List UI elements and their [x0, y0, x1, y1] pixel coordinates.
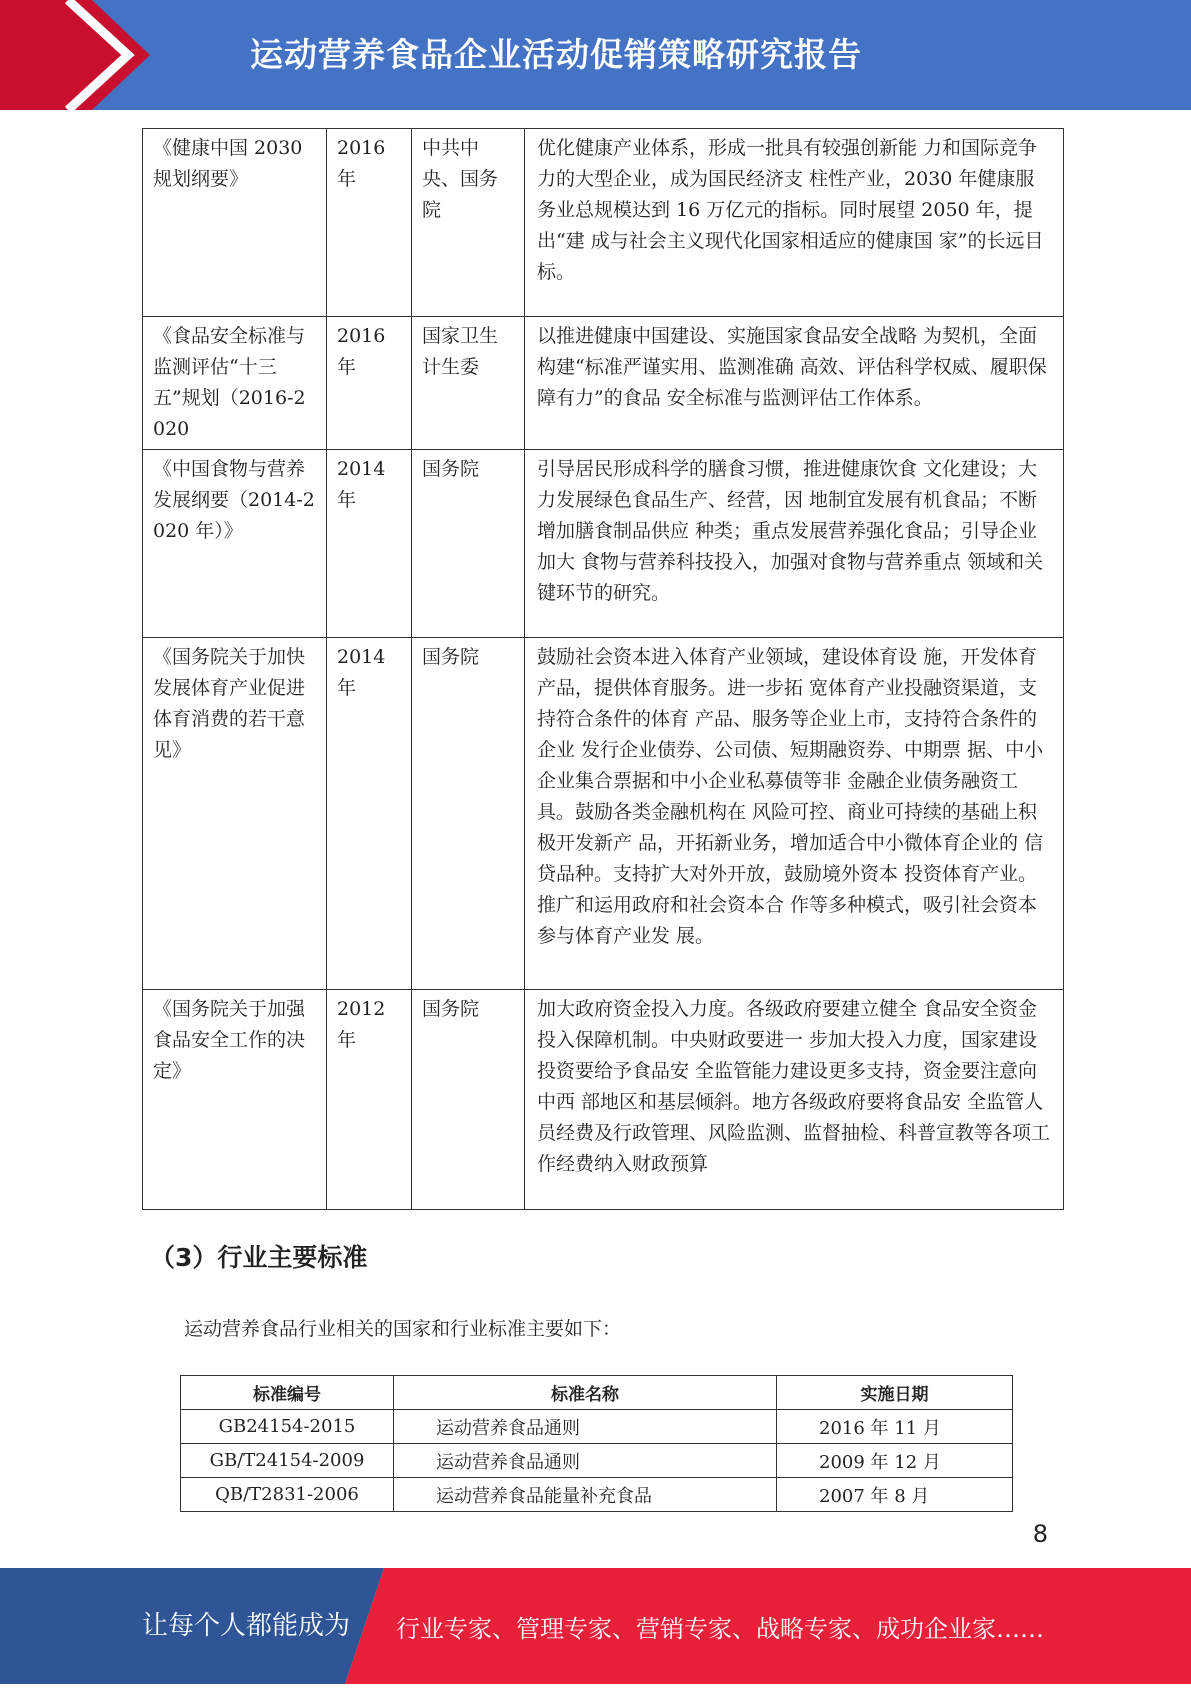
table-row [181, 1444, 1013, 1478]
policy-year: 2014 年 [327, 638, 412, 990]
policy-issuer: 国务院 [412, 450, 525, 638]
table-row [143, 638, 1064, 990]
policy-content: 以推进健康中国建设、实施国家食品安全战略 为契机，全面构建“标准严谨实用、监测准确 高效、评估科学权威、履职保障有力”的食品 安全标准与监测评估工作体系。 [525, 317, 1064, 450]
table-row [143, 129, 1064, 317]
standards-header-row [181, 1376, 1013, 1410]
policy-year: 2016 年 [327, 317, 412, 450]
standard-name: 运动营养食品能量补充食品 [394, 1478, 777, 1512]
policy-name: 《中国食物与营养发展纲要（2014-2020 年）》 [143, 450, 327, 638]
header-standard-code: 标准编号 [181, 1376, 394, 1410]
effective-date: 2016 年 11 月 [777, 1410, 1013, 1444]
section-intro: 运动营养食品行业相关的国家和行业标准主要如下： [184, 1318, 622, 1340]
policy-content: 加大政府资金投入力度。各级政府要建立健全 食品安全资金投入保障机制。中央财政要进一 步加大投入力度，国家建设投资要给予食品安 全监管能力建设更多支持，资金要注意向中西 部地区和基层倾斜。地方各级政府要将食品安 全监管人员经费及行政管理、风险监测、监督抽检、科普宣教等各项工作经费纳入财政预算 [525, 990, 1064, 1210]
footer-slogan-right: 行业专家、管理专家、营销专家、战略专家、成功企业家…… [396, 1615, 1044, 1643]
section-title: （3）行业主要标准 [150, 1243, 368, 1272]
standard-name: 运动营养食品通则 [394, 1410, 777, 1444]
standard-name: 运动营养食品通则 [394, 1444, 777, 1478]
policy-issuer: 国家卫生计生委 [412, 317, 525, 450]
policy-name: 《食品安全标准与监测评估“十三五”规划（2016-2020 [143, 317, 327, 450]
standard-code: GB/T24154-2009 [181, 1444, 394, 1478]
policy-issuer: 国务院 [412, 990, 525, 1210]
policy-table [142, 128, 1064, 1210]
page-footer [0, 1568, 1191, 1684]
policy-year: 2016 年 [327, 129, 412, 317]
standard-code: QB/T2831-2006 [181, 1478, 394, 1512]
table-row [181, 1478, 1013, 1512]
header-effective-date: 实施日期 [777, 1376, 1013, 1410]
table-row [143, 990, 1064, 1210]
standards-table [180, 1375, 1013, 1512]
page-number: 8 [1032, 1520, 1048, 1548]
standard-code: GB24154-2015 [181, 1410, 394, 1444]
policy-content: 优化健康产业体系，形成一批具有较强创新能 力和国际竞争力的大型企业，成为国民经济支 柱性产业，2030 年健康服务业总规模达到 16 万亿元的指标。同时展望 2050 年，提出“建 成与社会主义现代化国家相适应的健康国 家”的长远目标。 [525, 129, 1064, 317]
policy-content: 引导居民形成科学的膳食习惯，推进健康饮食 文化建设；大力发展绿色食品生产、经营，因 地制宜发展有机食品；不断增加膳食制品供应 种类；重点发展营养强化食品；引导企业加大 食物与营养科技投入，加强对食物与营养重点 领域和关键环节的研究。 [525, 450, 1064, 638]
policy-name: 《国务院关于加快发展体育产业促进体育消费的若干意见》 [143, 638, 327, 990]
page-header [0, 0, 1191, 110]
policy-year: 2012 年 [327, 990, 412, 1210]
policy-content: 鼓励社会资本进入体育产业领域，建设体育设 施，开发体育产品，提供体育服务。进一步拓 宽体育产业投融资渠道，支持符合条件的体育 产品、服务等企业上市，支持符合条件的企业 发行企业债券、公司债、短期融资券、中期票 据、中小企业集合票据和中小企业私募债等非 金融企业债务融资工具。鼓励各类金融机构在 风险可控、商业可持续的基础上积极开发新产 品，开拓新业务，增加适合中小微体育企业的 信贷品种。支持扩大对外开放，鼓励境外资本 投资体育产业。推广和运用政府和社会资本合 作等多种模式，吸引社会资本参与体育产业发 展。 [525, 638, 1064, 990]
policy-year: 2014 年 [327, 450, 412, 638]
effective-date: 2007 年 8 月 [777, 1478, 1013, 1512]
header-standard-name: 标准名称 [394, 1376, 777, 1410]
table-row [181, 1410, 1013, 1444]
table-row [143, 450, 1064, 638]
policy-name: 《国务院关于加强食品安全工作的决定》 [143, 990, 327, 1210]
policy-issuer: 国务院 [412, 638, 525, 990]
effective-date: 2009 年 12 月 [777, 1444, 1013, 1478]
policy-name: 《健康中国 2030 规划纲要》 [143, 129, 327, 317]
policy-issuer: 中共中央、国务院 [412, 129, 525, 317]
footer-slogan-left: 让每个人都能成为 [142, 1611, 351, 1641]
header-title: 运动营养食品企业活动促销策略研究报告 [250, 35, 862, 74]
table-row [143, 317, 1064, 450]
